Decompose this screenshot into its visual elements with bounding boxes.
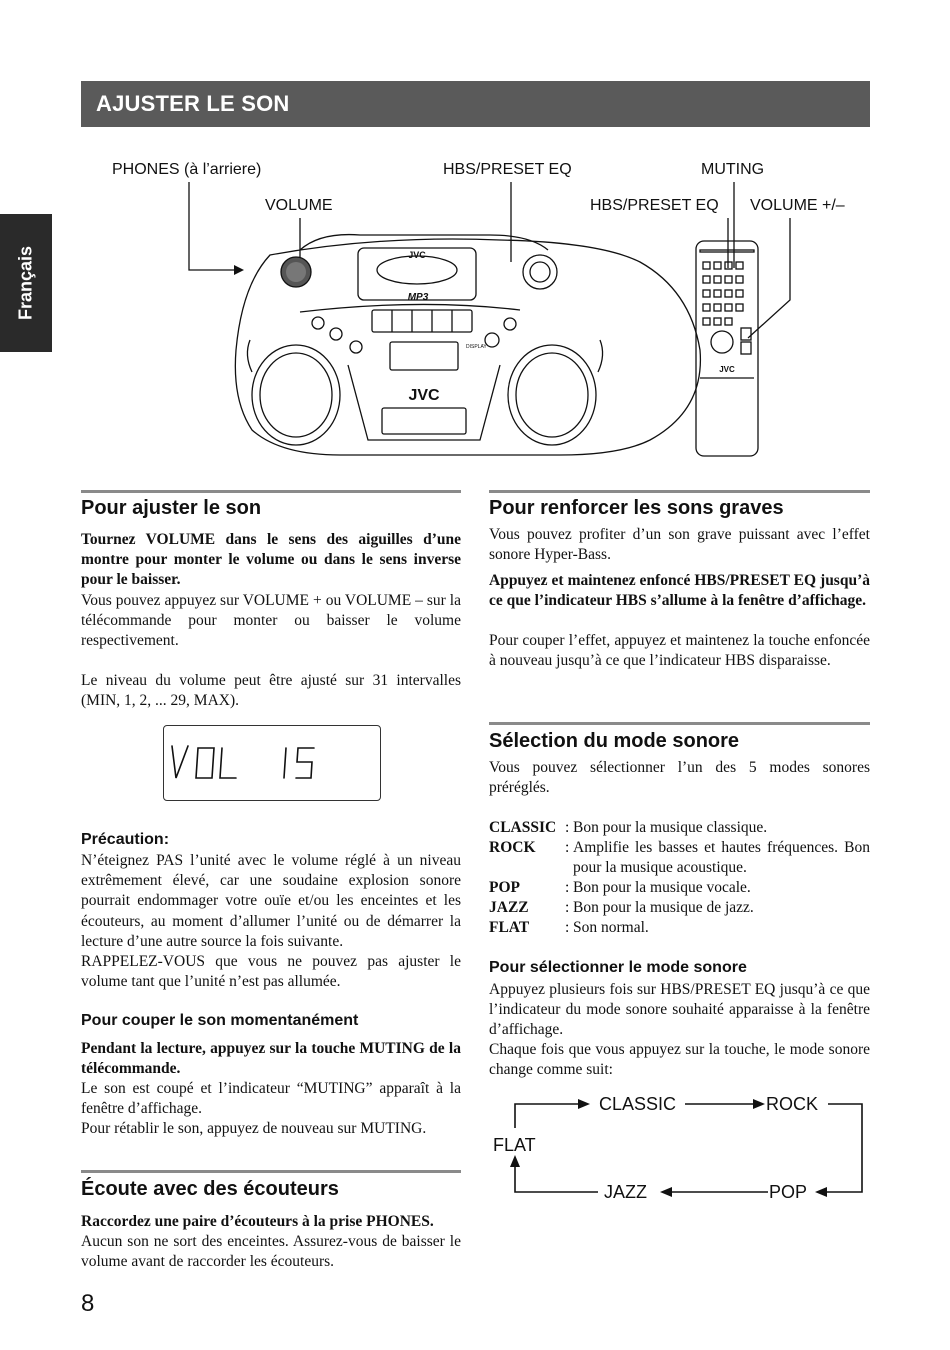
mode-colon: : (565, 899, 570, 916)
mode-key: POP (489, 879, 520, 896)
mode-cycle-diagram (480, 1090, 880, 1210)
rule-bass (489, 490, 870, 493)
mp3-logo: MP3 (407, 292, 429, 303)
mode-desc: Bon pour la musique de jazz. (573, 899, 754, 916)
flow-rock: ROCK (766, 1094, 819, 1114)
mode-colon: : (565, 819, 570, 836)
volume-lcd-display (163, 725, 381, 801)
bass-cancel-text: Pour couper l’effet, appuyez et maintenez la touche enfoncée à nouveau jusqu’à ce que l’indicateur HBS disparaisse. (489, 632, 870, 670)
select-cycle-text: Chaque fois que vous appuyez sur la touche, le mode sonore change comme suit: (489, 1041, 870, 1079)
rule-headphones (81, 1170, 461, 1173)
precaution-text: N’éteignez PAS l’unité avec le volume réglé à un niveau extrêmement élevé, car une soudaine explosion sonore pourrait endommager votre ouïe et/ou les enceintes et les écouteurs, au moment d’allumer l’unité ou de démarrer la lecture d’une autre source la fois suivante. (81, 852, 461, 950)
heading-precaution: Précaution: (81, 831, 170, 848)
page-number: 8 (81, 1290, 95, 1317)
label-volume-pm: VOLUME +/– (750, 197, 845, 214)
bass-intro: Vous pouvez profiter d’un son grave puissant avec l’effet sonore Hyper-Bass. (489, 526, 870, 564)
heading-headphones: Écoute avec des écouteurs (81, 1178, 339, 1200)
lcd-segments (164, 726, 380, 800)
language-tab-label: Français (15, 245, 36, 321)
mode-desc: Amplifie les basses et hautes fréquences. Bon pour la musique acoustique. (573, 839, 870, 877)
heading-sound-mode: Sélection du mode sonore (489, 730, 740, 752)
mode-key: FLAT (489, 919, 530, 936)
heading-mute: Pour couper le son momentanément (81, 1012, 359, 1029)
mode-colon: : (565, 879, 570, 896)
headphones-instruction: Raccordez une paire d’écouteurs à la prise PHONES. (81, 1213, 434, 1230)
flow-classic: CLASSIC (599, 1094, 677, 1114)
flow-flat: FLAT (493, 1135, 536, 1155)
mode-key: ROCK (489, 839, 536, 856)
mute-instruction: Pendant la lecture, appuyez sur la touche MUTING de la télécommande. (81, 1040, 461, 1078)
adjust-remote-text: Vous pouvez appuyez sur VOLUME + ou VOLUME – sur la télécommande pour monter ou baisser le volume respectivement. (81, 592, 461, 650)
flow-pop: POP (769, 1182, 808, 1202)
label-volume: VOLUME (265, 197, 333, 214)
heading-select-mode: Pour sélectionner le mode sonore (489, 959, 747, 976)
mode-desc: Bon pour la musique vocale. (573, 879, 751, 896)
heading-adjust-sound: Pour ajuster le son (81, 497, 262, 519)
boombox-illustration (0, 0, 950, 480)
mode-intro: Vous pouvez sélectionner l’un des 5 modes sonores préréglés. (489, 759, 870, 797)
bass-instruction: Appuyez et maintenez enfoncé HBS/PRESET EQ jusqu’à ce que l’indicateur HBS s’allume à la fenêtre d’affichage. (489, 572, 870, 610)
precaution-reminder: RAPPELEZ-VOUS que vous ne pouvez pas ajuster le volume tant que l’unité n’est pas allumée. (81, 953, 461, 991)
section-title: AJUSTER LE SON (96, 91, 290, 116)
front-brand-logo: JVC (408, 387, 440, 404)
mute-result-text: Le son est coupé et l’indicateur “MUTING” apparaît à la fenêtre d’affichage. (81, 1080, 461, 1118)
rule-adjust (81, 490, 461, 493)
select-instruction: Appuyez plusieurs fois sur HBS/PRESET EQ jusqu’à ce que l’indicateur du mode sonore souhaité apparaisse à la fenêtre d’affichage. (489, 981, 870, 1039)
label-hbs-remote: HBS/PRESET EQ (590, 197, 719, 214)
display-button-label: DISPLAY (466, 344, 487, 350)
label-muting: MUTING (701, 161, 765, 178)
mode-key: JAZZ (489, 899, 529, 916)
rule-mode (489, 722, 870, 725)
mute-restore-text: Pour rétablir le son, appuyez de nouveau sur MUTING. (81, 1120, 427, 1137)
headphones-text: Aucun son ne sort des enceintes. Assurez-vous de baisser le volume avant de raccorder les écouteurs. (81, 1233, 461, 1271)
mode-list (489, 818, 870, 940)
mode-desc: Son normal. (573, 919, 649, 936)
mode-colon: : (565, 839, 570, 856)
mode-key: CLASSIC (489, 819, 557, 836)
heading-bass: Pour renforcer les sons graves (489, 497, 784, 519)
label-phones: PHONES (à l’arriere) (112, 161, 262, 178)
label-hbs-main: HBS/PRESET EQ (443, 161, 572, 178)
cd-brand-logo: JVC (408, 250, 426, 260)
adjust-levels-text: Le niveau du volume peut être ajusté sur 31 intervalles (MIN, 1, 2, ... 29, MAX). (81, 672, 461, 710)
adjust-instruction: Tournez VOLUME dans le sens des aiguilles d’une montre pour monter le volume ou dans le sens inverse pour le baisser. (81, 531, 461, 589)
remote-brand-logo: JVC (719, 365, 735, 374)
mode-colon: : (565, 919, 570, 936)
flow-jazz: JAZZ (604, 1182, 647, 1202)
mode-desc: Bon pour la musique classique. (573, 819, 768, 836)
